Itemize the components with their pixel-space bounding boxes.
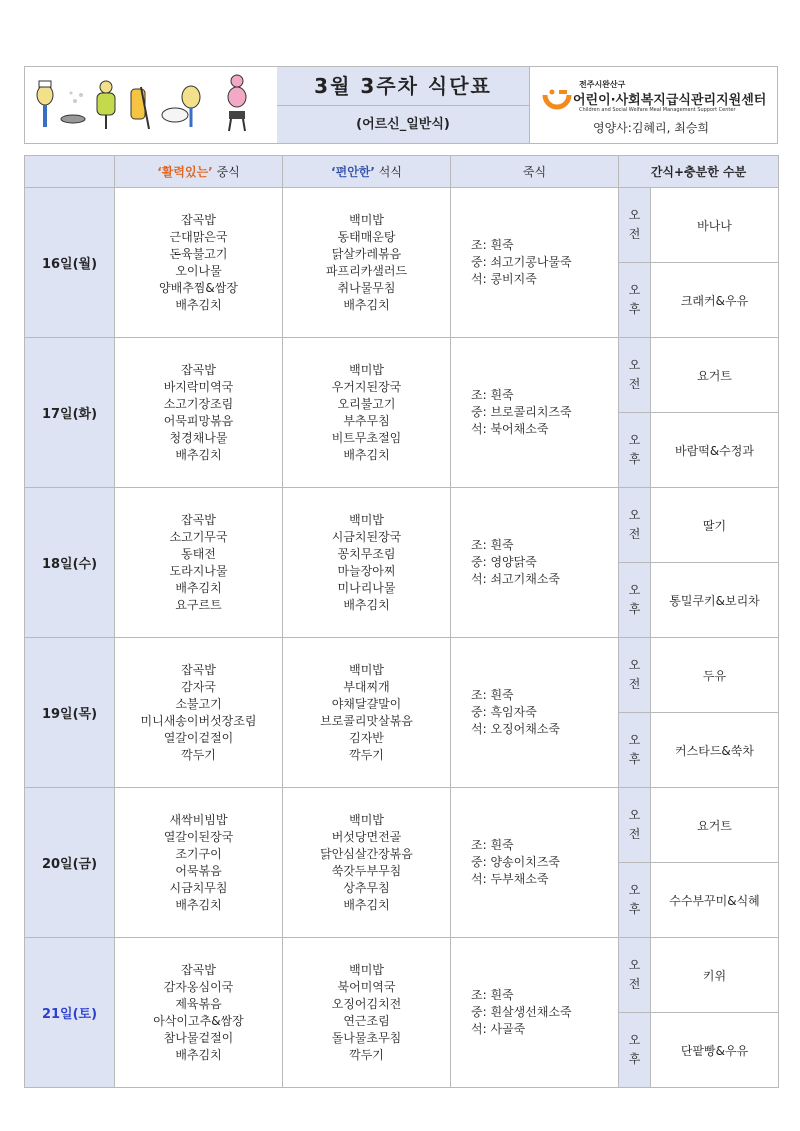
nutritionists: 영양사:김혜리, 최승희 [593, 121, 710, 135]
porridge-menu [451, 488, 619, 638]
lunch-item: 잡곡밥 [181, 662, 216, 677]
pm-label-top: 오 [628, 883, 641, 897]
day-label: 20일(금) [25, 788, 115, 938]
lunch-item: 잡곡밥 [181, 362, 216, 377]
lunch-item: 아삭이고추&쌈장 [153, 1013, 244, 1028]
porridge-item: 조: 흰죽 [471, 538, 514, 552]
am-label-bottom: 전 [628, 677, 641, 691]
porridge-menu [451, 788, 619, 938]
dinner-item: 백미밥 [349, 362, 384, 377]
lunch-item: 배추김치 [175, 297, 222, 312]
porridge-item: 중: 브로콜리치즈죽 [471, 405, 572, 419]
lunch-menu [115, 938, 283, 1088]
afternoon-snack: 커스타드&쑥차 [651, 713, 779, 788]
dinner-item: 상추무침 [343, 880, 390, 895]
lunch-item: 미니새송이버섯장조림 [140, 713, 257, 728]
lunch-item: 양배추찜&쌈장 [159, 280, 238, 295]
lunch-item: 잡곡밥 [181, 512, 216, 527]
dinner-item: 동태매운탕 [337, 229, 396, 244]
dinner-item: 백미밥 [349, 212, 384, 227]
dinner-item: 북어미역국 [337, 979, 396, 994]
am-label-bottom: 전 [628, 227, 641, 241]
afternoon-snack: 단팥빵&우유 [651, 1013, 779, 1088]
dinner-menu [283, 188, 451, 338]
lunch-menu [115, 638, 283, 788]
lunch-item: 오이나물 [175, 263, 222, 278]
dinner-menu [283, 638, 451, 788]
organization-block [529, 67, 777, 143]
porridge-item: 조: 흰죽 [471, 988, 514, 1002]
pm-label [619, 563, 651, 638]
lunch-item: 바지락미역국 [163, 379, 234, 394]
table-row [25, 488, 779, 563]
am-label [619, 938, 651, 1013]
pm-label-bottom: 후 [628, 902, 641, 916]
dinner-item: 백미밥 [349, 512, 384, 527]
dinner-item: 취나물무침 [337, 280, 396, 295]
dinner-item: 시금치된장국 [331, 529, 402, 544]
am-label-top: 오 [628, 658, 641, 672]
porridge-item: 석: 두부채소죽 [471, 872, 549, 886]
am-label-top: 오 [628, 958, 641, 972]
lunch-item: 시금치무침 [169, 880, 228, 895]
dinner-item: 야채달걀말이 [331, 696, 402, 711]
org-english-name: Children and Social Welfare Meal Management Support Center [579, 107, 736, 113]
pm-label-bottom: 후 [628, 302, 641, 316]
dinner-item: 브로콜리맛살볶음 [320, 713, 413, 728]
pm-label-top: 오 [628, 283, 641, 297]
dinner-item: 닭안심살간장볶음 [320, 846, 413, 861]
am-label-bottom: 전 [628, 527, 641, 541]
dinner-item: 배추김치 [343, 447, 390, 462]
pm-label-bottom: 후 [628, 1052, 641, 1066]
porridge-menu [451, 938, 619, 1088]
porridge-item: 중: 양송이치즈죽 [471, 855, 561, 869]
dinner-item: 배추김치 [343, 297, 390, 312]
lunch-item: 열갈이겉절이 [163, 730, 234, 745]
lunch-menu [115, 488, 283, 638]
dinner-item: 배추김치 [343, 597, 390, 612]
cooking-characters-icon [25, 67, 275, 143]
lunch-item: 감자옹심이국 [163, 979, 234, 994]
lunch-item: 소고기장조림 [163, 396, 234, 411]
pm-label [619, 263, 651, 338]
morning-snack: 키위 [651, 938, 779, 1013]
pm-label-bottom: 후 [628, 452, 641, 466]
porridge-item: 석: 오징어채소죽 [471, 722, 561, 736]
porridge-item: 조: 흰죽 [471, 238, 514, 252]
table-header-row [25, 156, 779, 188]
afternoon-snack: 크래커&우유 [651, 263, 779, 338]
dinner-item: 부추무침 [343, 413, 390, 428]
porridge-menu [451, 638, 619, 788]
dinner-item: 돌나물초무침 [331, 1030, 402, 1045]
lunch-item: 새싹비빔밥 [169, 812, 228, 827]
dinner-column-header: ‘편안한’ 석식 [283, 156, 451, 188]
lunch-item: 도라지나물 [169, 563, 228, 578]
dinner-item: 부대찌개 [343, 679, 390, 694]
morning-snack: 요거트 [651, 338, 779, 413]
org-name: 어린이·사회복지급식관리지원센터 [573, 93, 767, 108]
lunch-item: 배추김치 [175, 1047, 222, 1062]
dinner-item: 배추김치 [343, 897, 390, 912]
porridge-item: 석: 사골죽 [471, 1022, 526, 1036]
table-row [25, 938, 779, 1013]
afternoon-snack: 바람떡&수정과 [651, 413, 779, 488]
lunch-item: 잡곡밥 [181, 212, 216, 227]
am-label [619, 188, 651, 263]
pm-label [619, 863, 651, 938]
dinner-menu [283, 788, 451, 938]
smile-logo-icon [541, 85, 573, 111]
snack-column-header: 간식+충분한 수분 [619, 156, 779, 188]
lunch-item: 어묵피망볶음 [163, 413, 234, 428]
day-label: 17일(화) [25, 338, 115, 488]
lunch-menu [115, 338, 283, 488]
dinner-item: 오리불고기 [337, 396, 396, 411]
am-label-top: 오 [628, 358, 641, 372]
lunch-item: 배추김치 [175, 897, 222, 912]
menu-table [24, 155, 779, 1088]
dinner-item: 꽁치무조림 [337, 546, 396, 561]
lunch-item: 조기구이 [175, 846, 222, 861]
dinner-item: 쑥갓두부무침 [331, 863, 402, 878]
porridge-item: 중: 흑임자죽 [471, 705, 537, 719]
dinner-item: 깍두기 [349, 1047, 384, 1062]
pm-label [619, 713, 651, 788]
lunch-menu [115, 188, 283, 338]
pm-label-top: 오 [628, 733, 641, 747]
am-label-bottom: 전 [628, 377, 641, 391]
day-label: 16일(월) [25, 188, 115, 338]
porridge-column-header: 죽식 [451, 156, 619, 188]
dinner-menu [283, 488, 451, 638]
afternoon-snack: 수수부꾸미&식혜 [651, 863, 779, 938]
dinner-item: 연근조림 [343, 1013, 390, 1028]
porridge-menu [451, 188, 619, 338]
dinner-item: 백미밥 [349, 962, 384, 977]
day-column-header [25, 156, 115, 188]
lunch-item: 청경채나물 [169, 430, 228, 445]
am-label-bottom: 전 [628, 977, 641, 991]
porridge-item: 석: 쇠고기채소죽 [471, 572, 561, 586]
porridge-item: 중: 흰살생선채소죽 [471, 1005, 572, 1019]
lunch-item: 어묵볶음 [175, 863, 222, 878]
afternoon-snack: 통밀쿠키&보리차 [651, 563, 779, 638]
lunch-item: 감자국 [181, 679, 216, 694]
lunch-item: 근대맑은국 [169, 229, 228, 244]
lunch-column-header: ‘활력있는’ 중식 [115, 156, 283, 188]
am-label-bottom: 전 [628, 827, 641, 841]
chef-illustration [25, 67, 278, 143]
morning-snack: 두유 [651, 638, 779, 713]
lunch-item: 소고기무국 [169, 529, 228, 544]
pm-label [619, 1013, 651, 1088]
pm-label [619, 413, 651, 488]
day-label: 21일(토) [25, 938, 115, 1088]
dinner-item: 깍두기 [349, 747, 384, 762]
morning-snack: 딸기 [651, 488, 779, 563]
dinner-item: 김자반 [349, 730, 384, 745]
am-label [619, 788, 651, 863]
am-label-top: 오 [628, 508, 641, 522]
porridge-item: 석: 콩비지죽 [471, 272, 537, 286]
page-title: 3월 3주차 식단표 [277, 67, 529, 106]
lunch-item: 열갈이된장국 [163, 829, 234, 844]
dinner-item: 미나리나물 [337, 580, 396, 595]
lunch-item: 잡곡밥 [181, 962, 216, 977]
am-label-top: 오 [628, 208, 641, 222]
dinner-item: 파프리카샐러드 [325, 263, 408, 278]
page-subtitle: (어르신_일반식) [277, 106, 529, 143]
pm-label-top: 오 [628, 1033, 641, 1047]
lunch-item: 돈육불고기 [169, 246, 228, 261]
dinner-item: 비트무초절임 [331, 430, 402, 445]
org-district: 전주시완산구 [579, 80, 626, 89]
pm-label-top: 오 [628, 583, 641, 597]
am-label-top: 오 [628, 808, 641, 822]
menu-header [24, 66, 778, 144]
am-label [619, 488, 651, 563]
morning-snack: 요거트 [651, 788, 779, 863]
table-row [25, 788, 779, 863]
dinner-menu [283, 938, 451, 1088]
day-label: 19일(목) [25, 638, 115, 788]
dinner-item: 백미밥 [349, 662, 384, 677]
pm-label-top: 오 [628, 433, 641, 447]
porridge-item: 조: 흰죽 [471, 388, 514, 402]
pm-label-bottom: 후 [628, 602, 641, 616]
porridge-item: 석: 북어채소죽 [471, 422, 549, 436]
dinner-item: 우거지된장국 [331, 379, 402, 394]
lunch-item: 제육볶음 [175, 996, 222, 1011]
lunch-item: 배추김치 [175, 580, 222, 595]
porridge-item: 중: 영양닭죽 [471, 555, 537, 569]
lunch-menu [115, 788, 283, 938]
morning-snack: 바나나 [651, 188, 779, 263]
lunch-item: 참나물겉절이 [163, 1030, 234, 1045]
porridge-item: 조: 흰죽 [471, 838, 514, 852]
lunch-item: 깍두기 [181, 747, 216, 762]
am-label [619, 338, 651, 413]
day-label: 18일(수) [25, 488, 115, 638]
lunch-item: 배추김치 [175, 447, 222, 462]
porridge-menu [451, 338, 619, 488]
porridge-item: 조: 흰죽 [471, 688, 514, 702]
table-row [25, 338, 779, 413]
table-row [25, 638, 779, 713]
lunch-item: 요구르트 [175, 597, 222, 612]
pm-label-bottom: 후 [628, 752, 641, 766]
dinner-item: 버섯당면전골 [331, 829, 402, 844]
lunch-item: 동태전 [181, 546, 216, 561]
table-row [25, 188, 779, 263]
dinner-item: 마늘장아찌 [337, 563, 396, 578]
dinner-item: 오징어김치전 [331, 996, 402, 1011]
dinner-menu [283, 338, 451, 488]
lunch-item: 소불고기 [175, 696, 222, 711]
dinner-item: 백미밥 [349, 812, 384, 827]
am-label [619, 638, 651, 713]
porridge-item: 중: 쇠고기콩나물죽 [471, 255, 572, 269]
dinner-item: 닭살카레볶음 [331, 246, 402, 261]
